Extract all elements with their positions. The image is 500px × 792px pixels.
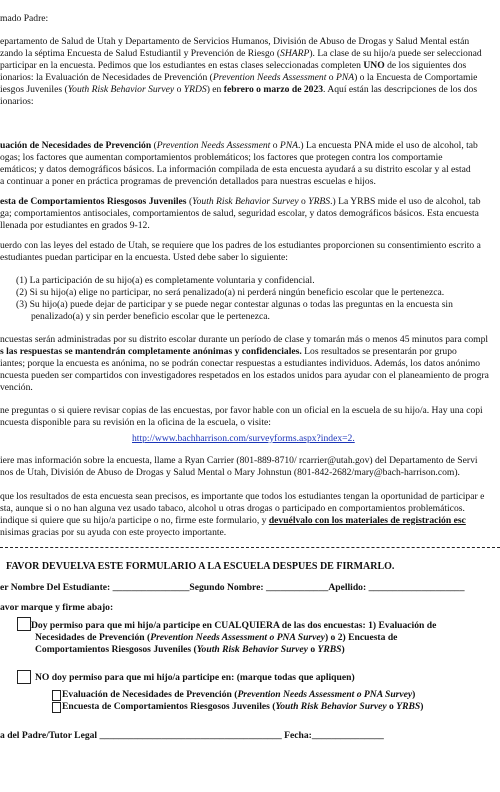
consent-yes-checkbox[interactable] xyxy=(17,617,31,631)
form-heading: FAVOR DEVUELVA ESTE FORMULARIO A LA ESCUELA DESPUES DE FIRMARLO. xyxy=(6,561,395,572)
intro-line-1: epartamento de Salud de Utah y Departamento de Servicios Humanos, División de Abuso de Drogas y Salud Mental están xyxy=(0,36,470,47)
sign-prompt: avor marque y firme abajo: xyxy=(0,602,114,613)
admin-line-1: ncuestas serán administradas por su distrito escolar durante un período de clase y tomarán más o menos 45 minutos para compl xyxy=(0,334,489,345)
intro-line-2: zando la séptima Encuesta de Salud Estudiantil y Prevención de Riesgo (SHARP). La clase de su hijo/a puede ser seleccionad xyxy=(0,48,482,59)
guardian-signature-line[interactable]: a del Padre/Tutor Legal ______________________________________ Fecha:_______________ xyxy=(0,730,384,741)
yrbs-line-2: ga; comportamientos antisociales, comportamientos de salud, seguridad escolar, y datos demográficos básicos. Esta encuesta xyxy=(0,208,479,219)
copies-line-2: ncuesta disponible para su revisión en la oficina de la escuela, o visite: xyxy=(0,417,271,428)
intro-line-4: ionarios: la Evaluación de Necesidades de Prevención (Prevention Needs Assessment o PNA) o la Encuesta de Comportamie xyxy=(0,72,478,83)
survey-forms-link[interactable]: http://www.bachharrison.com/surveyforms.aspx?index=2. xyxy=(132,433,355,444)
admin-line-2: s las respuestas se mantendrán completamente anónimas y confidenciales. Los resultados se presentarán por grupo xyxy=(0,346,457,357)
closing-line-3: indique si quiere que su hijo/a participe o no, firme este formulario, y devuélvalo con los materiales de registración esc xyxy=(0,515,466,526)
point-3-cont: penalizado(a) y sin perder beneficio escolar que le pertenezca. xyxy=(31,311,270,322)
closing-line-1: que los resultados de esta encuesta sean precisos, es importante que todos los estudiantes tengan la oportunidad de participar e xyxy=(0,491,485,502)
law-line-2: estudiantes puedan participar en la encuesta. Usted debe saber lo siguiente: xyxy=(0,252,288,263)
copies-line-1: ne preguntas o si quiere revisar copias de las encuestas, por favor hable con un oficial en la escuela de su hijo/a. Hay una copi xyxy=(0,405,483,416)
admin-line-3: iantes; porque la encuesta es anónima, no se podrán conectar respuestas a estudiantes individuos. Además, los datos anónimo xyxy=(0,358,481,369)
no-yrbs-checkbox[interactable] xyxy=(52,702,61,713)
no-pna-checkbox[interactable] xyxy=(52,690,61,701)
contact-line-2: nos de Utah, División de Abuso de Drogas y Salud Mental o Mary Johnstun (801-842-2682/mary@bach-harrison.com). xyxy=(0,467,460,478)
consent-no-checkbox[interactable] xyxy=(17,670,31,684)
student-name-line[interactable]: er Nombre Del Estudiante: ________________Segundo Nombre: _____________Apellido: ____________________ xyxy=(0,582,465,593)
contact-line-1: iere mas información sobre la encuesta, llame a Ryan Carrier (801-889-8710/ rcarrier@utah.gov) del Departamento de Servi xyxy=(0,455,478,466)
no-pna-label: Evaluación de Necesidades de Prevención (Prevention Needs Assessment o PNA Survey) xyxy=(62,689,416,700)
closing-line-4: nisimas gracias por su ayuda con este proyecto importante. xyxy=(0,527,227,538)
pna-line-3: emáticos; y datos demográficos básicos. La información compilada de esta encuesta ayudará a su distrito escolar y al estad xyxy=(0,164,471,175)
intro-line-6: ionarios: xyxy=(0,96,34,107)
pna-line-4: a continuar a poner en práctica programas de prevención detallados para nuestras escuelas e hijos. xyxy=(0,176,376,187)
pna-line-2: ogas; los factores que aumentan comportamientos problemáticos; los factores que protegen contra los comportamie xyxy=(0,152,443,163)
point-1: (1) La participación de su hijo(a) es completamente voluntaria y confidencial. xyxy=(16,275,315,286)
consent-yes-line-3: Comportamientos Riesgosos Juveniles (Youth Risk Behavior Survey o YRBS) xyxy=(35,644,345,655)
consent-yes-line-2: Necesidades de Prevención (Prevention Needs Assessment o PNA Survey) o 2) Encuesta de xyxy=(35,632,398,643)
closing-line-2: sta, aunque si o no han alguna vez usado tabaco, alcohol u otras drogas o participado en comportamientos problemáticos. xyxy=(0,503,465,514)
no-yrbs-label: Encuesta de Comportamientos Riesgosos Juveniles (Youth Risk Behavior Survey o YRBS) xyxy=(62,701,424,712)
consent-yes-line-1: Doy permiso para que mi hijo/a participe en CUALQUIERA de las dos encuestas: 1) Evaluación de xyxy=(31,620,437,631)
admin-line-5: vención. xyxy=(0,382,33,393)
point-3: (3) Su hijo(a) puede dejar de participar y se puede negar contestar algunas o todas las preguntas en la encuesta sin xyxy=(16,299,453,310)
intro-line-3: participar en la encuesta. Pedimos que los estudiantes en estas clases seleccionadas completen UNO de los siguientes dos xyxy=(0,60,467,71)
intro-line-5: iesgos Juveniles (Youth Risk Behavior Survey o YRDS) en febrero o marzo de 2023. Aquí están las descripciones de los dos xyxy=(0,84,478,95)
point-2: (2) Si su hijo(a) elige no participar, no será penalizado(a) ni perderá ningún beneficio escolar que le pertenezca. xyxy=(16,287,445,298)
pna-line-1: uación de Necesidades de Prevención (Prevention Needs Assessment o PNA.) La encuesta PNA mide el uso de alcohol, tab xyxy=(0,140,478,151)
yrbs-line-1: esta de Comportamientos Riesgosos Juveniles (Youth Risk Behavior Survey o YRBS.) La YRBS mide el uso de alcohol, tab xyxy=(0,196,481,207)
cut-line-divider xyxy=(0,547,500,548)
yrbs-line-3: llenada por estudiantes en grados 9-12. xyxy=(0,220,150,231)
salutation: mado Padre: xyxy=(0,13,49,24)
law-line-1: uerdo con las leyes del estado de Utah, se requiere que los padres de los estudiantes proporcionen su consentimiento escrito a xyxy=(0,240,481,251)
admin-line-4: ncuesta pueden ser compartidos con investigadores respetados en los estados unidos para ayudar con el planeamiento de progra xyxy=(0,370,489,381)
consent-no-label: NO doy permiso para que mi hijo/a participe en: (marque todas que apliquen) xyxy=(35,672,355,683)
